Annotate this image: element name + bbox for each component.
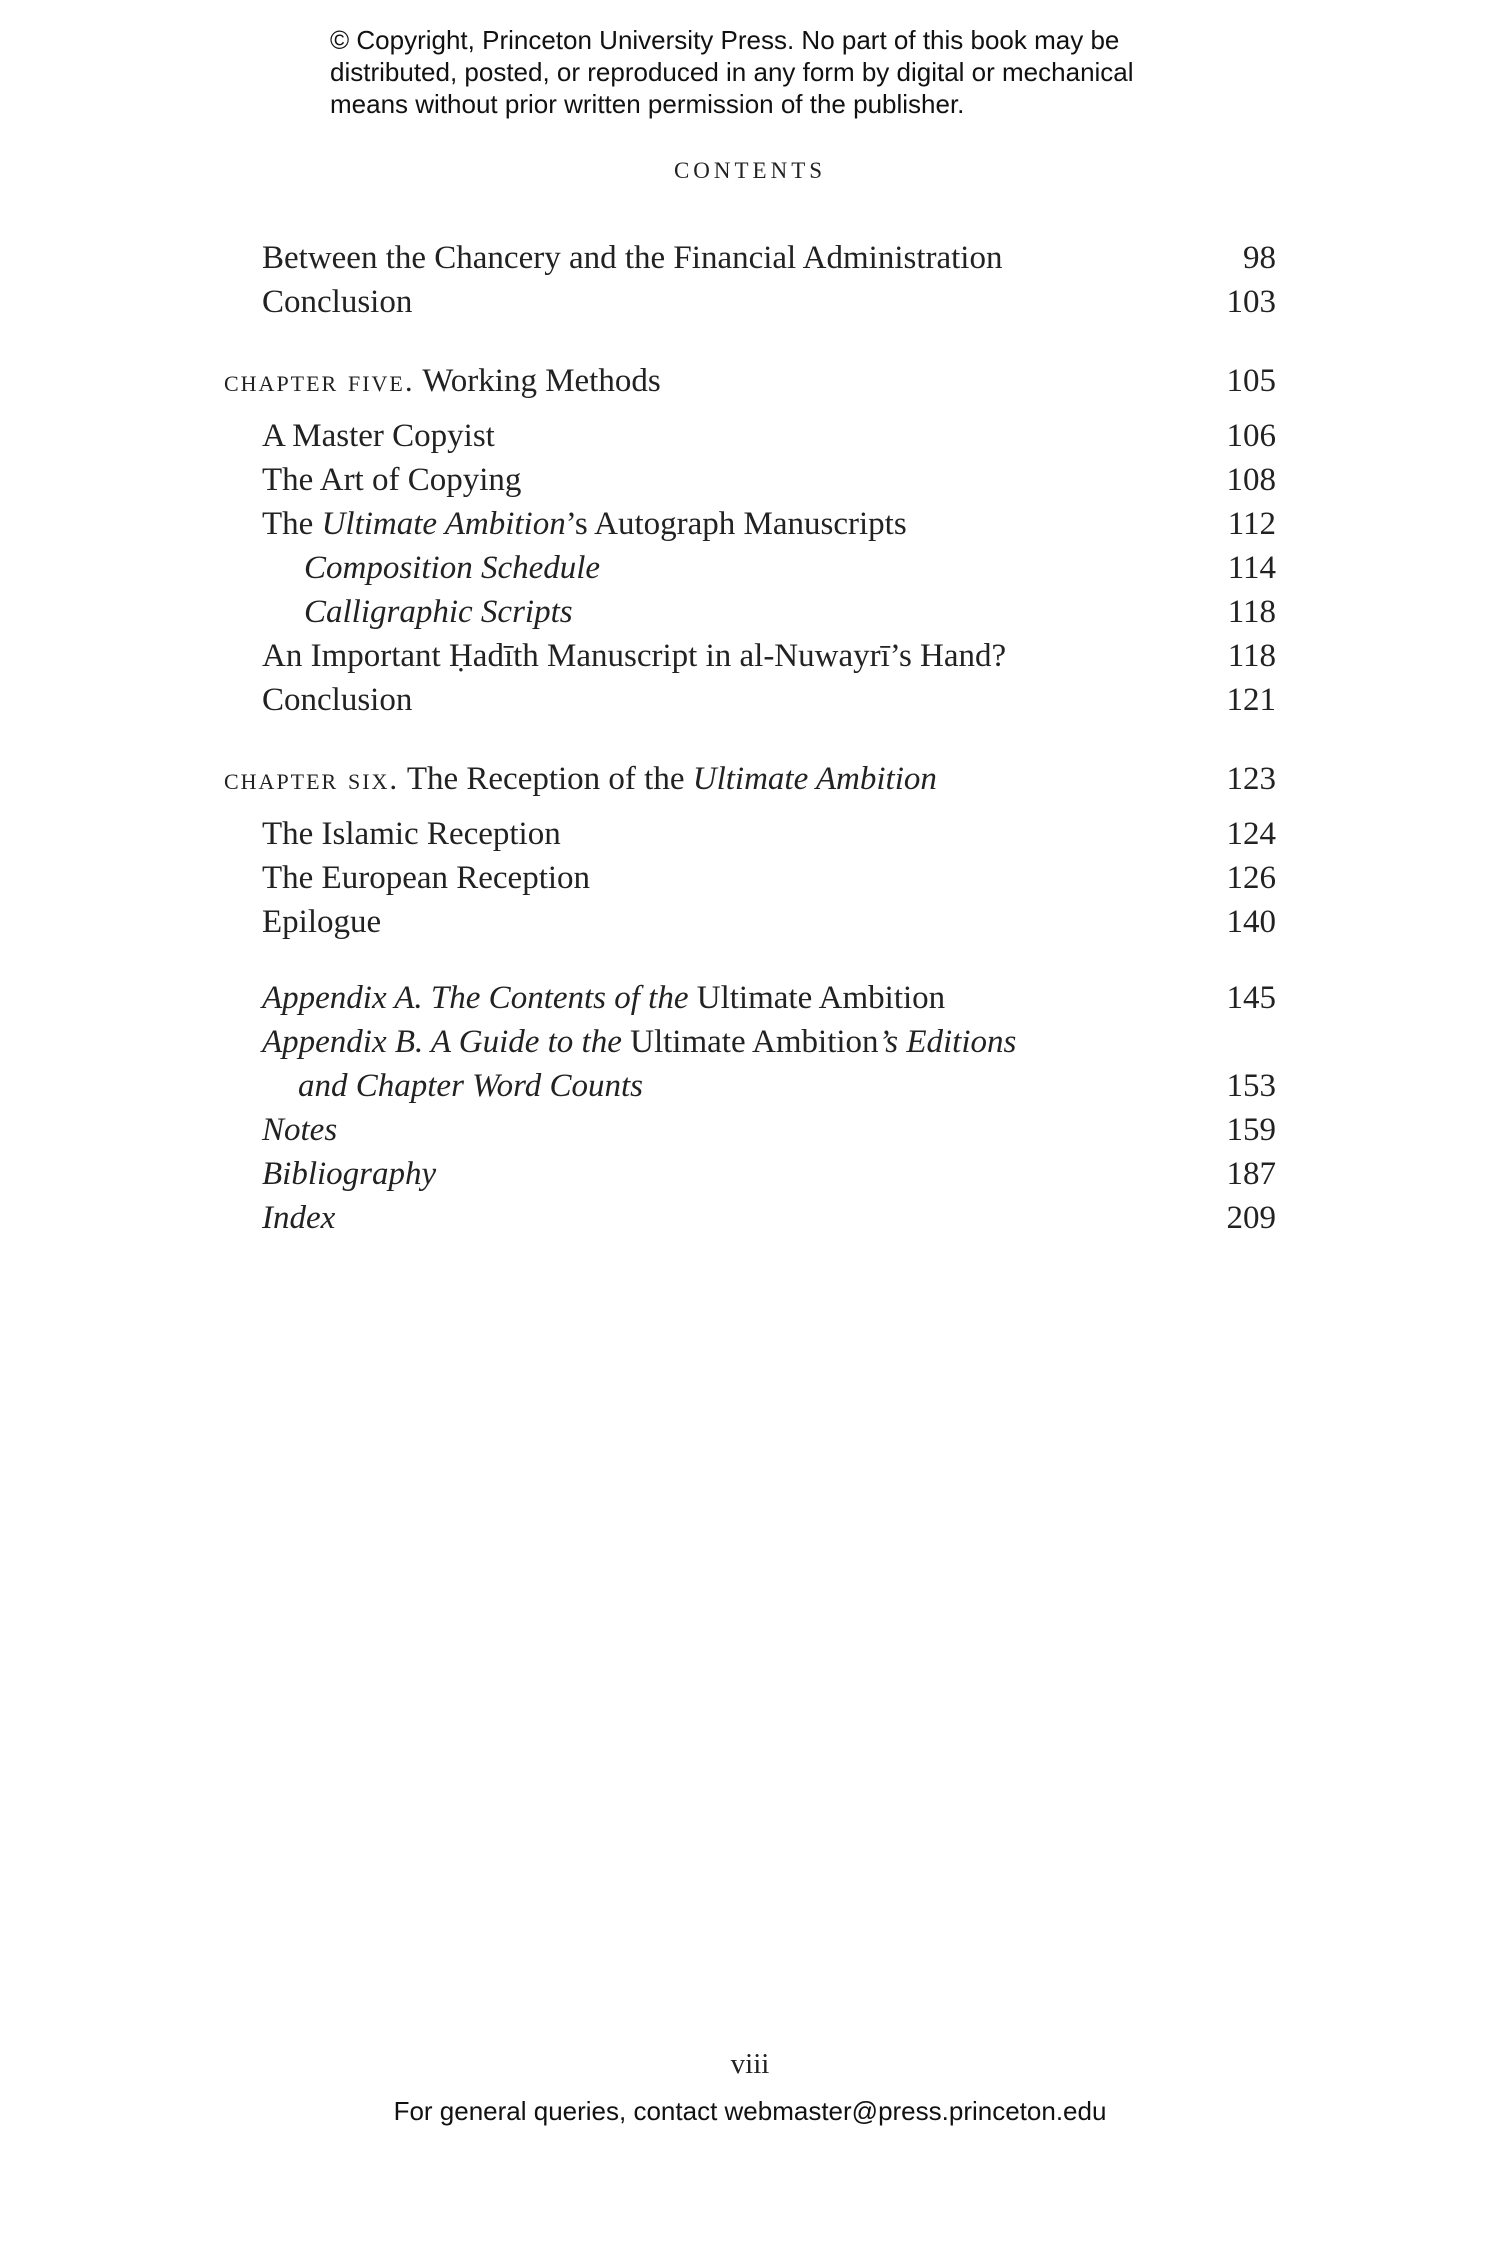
toc-entry (224, 856, 1276, 900)
toc-entry-title (262, 976, 945, 1020)
toc-page-number: 126 (1226, 860, 1276, 896)
title-segment: Between the Chancery and the Financial Administration (262, 240, 1003, 276)
title-segment: Working Methods (414, 363, 661, 399)
toc-entry-title (304, 546, 600, 590)
title-segment: Composition Schedule (304, 550, 601, 586)
title-segment: Ultimate Ambition (321, 506, 566, 542)
title-segment: Ultimate Ambition (621, 1024, 879, 1060)
title-segment: ’s Autograph Manuscripts (565, 506, 907, 542)
title-segment: and Chapter Word Counts (298, 1068, 644, 1104)
toc-entry (224, 976, 1276, 1020)
toc-entry-title (262, 1108, 337, 1152)
toc-entry (224, 634, 1276, 678)
copyright-line: means without prior written permission of the publisher. (330, 89, 965, 119)
toc-entry (224, 546, 1276, 590)
toc-entry (224, 1196, 1276, 1240)
footer-contact: For general queries, contact webmaster@press.princeton.edu (393, 2096, 1107, 2126)
toc-entry-title (262, 634, 1006, 678)
toc-entry (224, 236, 1276, 280)
toc-chapter-row (224, 757, 1276, 801)
toc-page-number: 118 (1227, 638, 1276, 674)
toc-entry (224, 502, 1276, 546)
toc-entry-title (298, 1064, 643, 1108)
toc-entry-title (262, 812, 561, 856)
toc-page-number: 108 (1226, 462, 1276, 498)
title-segment: The Reception of the (399, 761, 693, 797)
title-segment: The Art of Copying (262, 462, 522, 498)
copyright-notice (330, 24, 1230, 120)
table-of-contents (224, 236, 1276, 1240)
toc-entry-title (262, 280, 412, 324)
toc-page-number: 98 (1243, 240, 1276, 276)
contents-heading: CONTENTS (673, 158, 827, 183)
toc-entry (224, 280, 1276, 324)
toc-entry-title (262, 414, 495, 458)
toc-entry-title (224, 757, 937, 801)
toc-entry (224, 414, 1276, 458)
toc-page-number: 114 (1227, 550, 1276, 586)
toc-entry-title (224, 359, 661, 403)
toc-page-number: 153 (1226, 1068, 1276, 1104)
toc-entry (224, 590, 1276, 634)
toc-entry (224, 458, 1276, 502)
toc-page-number: 106 (1226, 418, 1276, 454)
toc-page-number: 159 (1226, 1112, 1276, 1148)
title-segment: Ultimate Ambition (692, 761, 937, 797)
title-segment: The European Reception (262, 860, 591, 896)
title-segment: A Master Copyist (262, 418, 495, 454)
toc-page-number: 187 (1226, 1156, 1276, 1192)
toc-page-number: 118 (1227, 594, 1276, 630)
chapter-label: chapter six. (224, 761, 400, 796)
title-segment: Notes (262, 1112, 338, 1148)
toc-entry-title (262, 458, 521, 502)
page-number: viii (730, 2048, 770, 2080)
toc-page-number: 105 (1226, 363, 1276, 399)
toc-page-number: 145 (1226, 980, 1276, 1016)
toc-entry-title (262, 502, 907, 546)
title-segment: The (262, 506, 322, 542)
toc-page-number: 209 (1226, 1200, 1276, 1236)
toc-entry (224, 900, 1276, 944)
toc-entry-title (262, 1196, 335, 1240)
toc-entry (224, 1152, 1276, 1196)
toc-entry-title (262, 856, 590, 900)
toc-entry-title (262, 1020, 1016, 1064)
toc-page-number: 103 (1226, 284, 1276, 320)
toc-page-number: 123 (1226, 761, 1276, 797)
toc-page-number: 140 (1226, 904, 1276, 940)
toc-entry-title (262, 1152, 436, 1196)
title-segment: ’s Editions (878, 1024, 1017, 1060)
toc-page-number: 124 (1226, 816, 1276, 852)
toc-entry-title (262, 900, 381, 944)
title-segment: Appendix B. A Guide to the (262, 1024, 622, 1060)
toc-entry (224, 1064, 1276, 1108)
title-segment: Appendix A. The Contents of the (262, 980, 689, 1016)
title-segment: Index (262, 1200, 336, 1236)
toc-entry (224, 812, 1276, 856)
toc-entry-title (262, 236, 1002, 280)
toc-page-number: 121 (1226, 682, 1276, 718)
title-segment: The Islamic Reception (262, 816, 561, 852)
title-segment: An Important Ḥadīth Manuscript in al-Nuwayrī’s Hand? (262, 638, 1007, 674)
copyright-line: distributed, posted, or reproduced in any form by digital or mechanical (330, 57, 1134, 87)
toc-entry (224, 1108, 1276, 1152)
title-segment: Epilogue (262, 904, 382, 940)
toc-entry (224, 678, 1276, 722)
toc-entry-title (262, 678, 412, 722)
toc-chapter-row (224, 359, 1276, 403)
title-segment: Conclusion (262, 284, 413, 320)
toc-entry-title (304, 590, 573, 634)
copyright-line: © Copyright, Princeton University Press. No part of this book may be (330, 25, 1120, 55)
title-segment: Ultimate Ambition (688, 980, 946, 1016)
chapter-label: chapter five. (224, 363, 415, 398)
title-segment: Conclusion (262, 682, 413, 718)
title-segment: Calligraphic Scripts (304, 594, 573, 630)
title-segment: Bibliography (262, 1156, 437, 1192)
toc-page-number: 112 (1227, 506, 1276, 542)
toc-entry (224, 1020, 1276, 1064)
